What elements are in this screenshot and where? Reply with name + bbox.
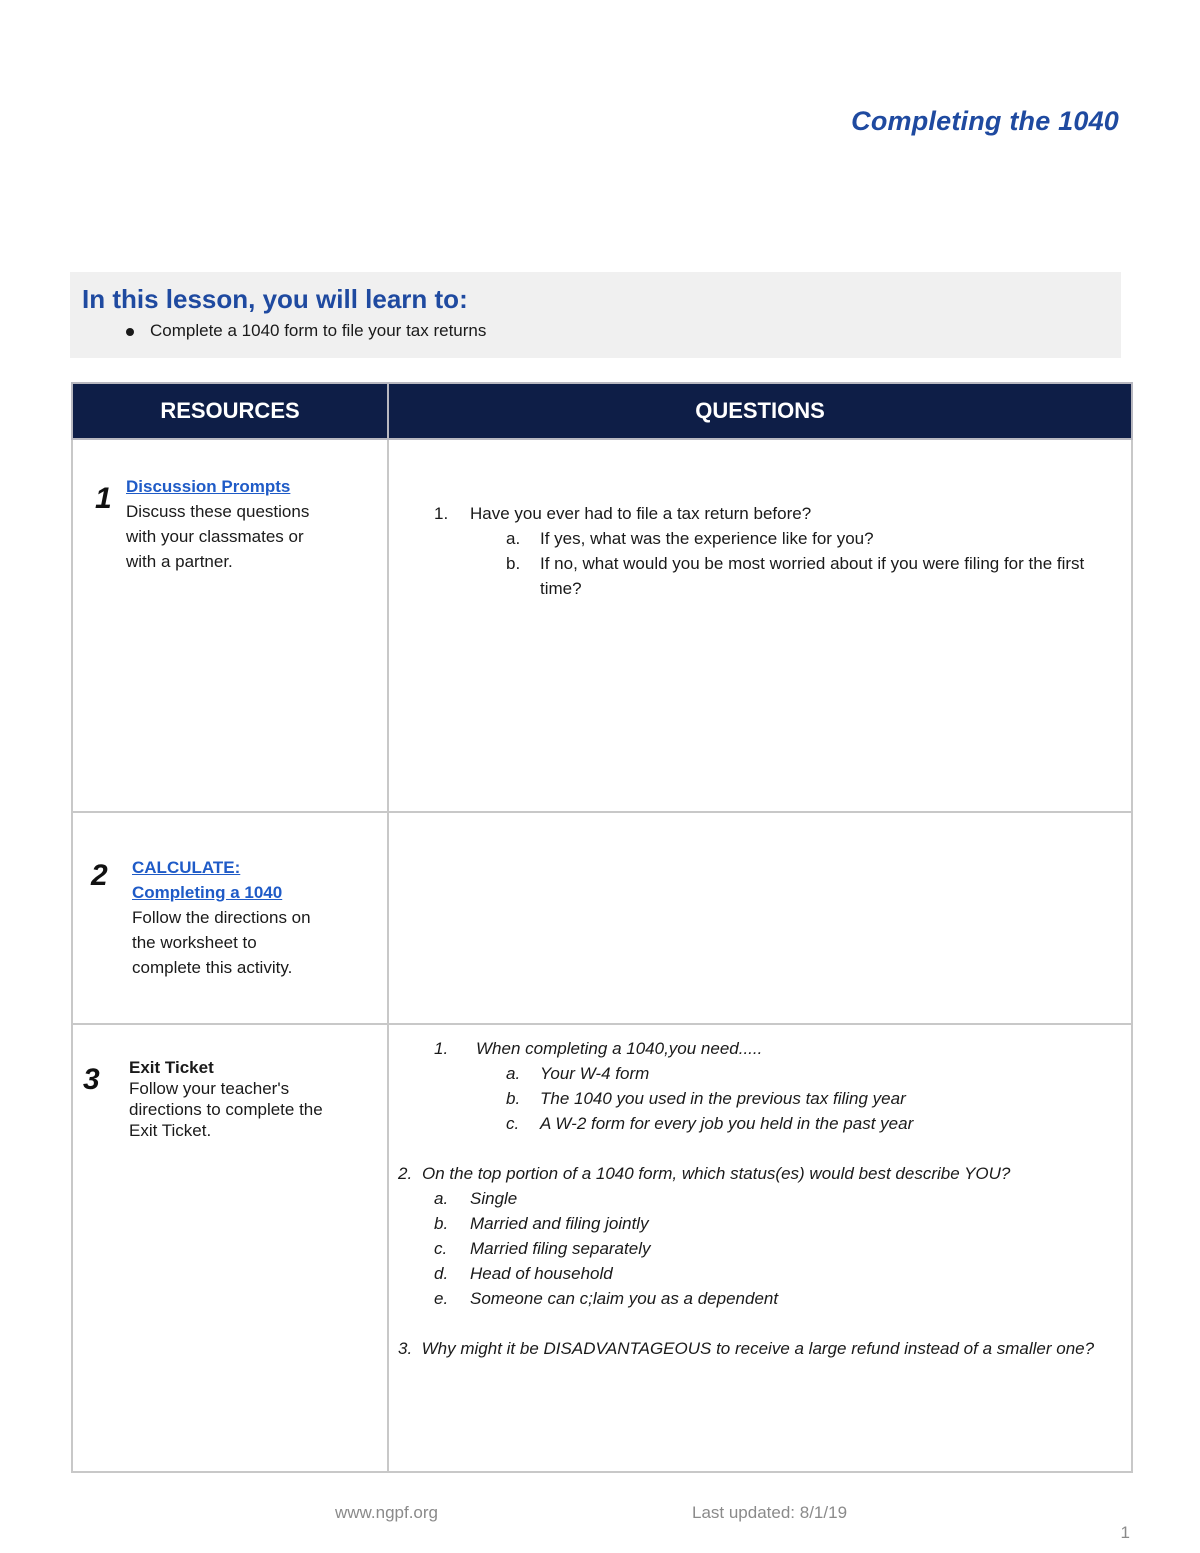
- question-item: [390, 1161, 1116, 1186]
- question-option: [390, 1111, 1116, 1136]
- option-letter: e.: [434, 1289, 449, 1308]
- question-option: [390, 1286, 1116, 1311]
- resource-cell-2: [72, 812, 388, 1024]
- resources-header: RESOURCES: [72, 383, 388, 439]
- option-letter: c.: [434, 1239, 448, 1258]
- option-letter: a.: [434, 1189, 449, 1208]
- completing-1040-link[interactable]: Completing a 1040: [132, 883, 283, 902]
- exit-ticket-questions: [390, 1026, 1130, 1361]
- questions-cell-1: [388, 439, 1132, 812]
- resource-cell-1: [72, 439, 388, 812]
- questions-header: QUESTIONS: [388, 383, 1132, 439]
- question-number: 3.: [398, 1339, 413, 1358]
- step-number-3: 3: [83, 1063, 100, 1096]
- option-letter: d.: [434, 1264, 449, 1283]
- option-text: Married filing separately: [470, 1239, 651, 1258]
- question-item: [390, 1336, 1116, 1361]
- option-text: The 1040 you used in the previous tax filing year: [540, 1089, 906, 1108]
- question-option: [390, 526, 1116, 551]
- resource-block-3: [129, 1057, 323, 1141]
- question-item: [390, 1036, 1116, 1061]
- calculate-link[interactable]: CALCULATE:: [132, 858, 241, 877]
- question-text: Have you ever had to file a tax return before?: [470, 504, 812, 523]
- question-option: [390, 551, 1116, 601]
- questions-cell-3: [388, 1024, 1132, 1472]
- question-item: [390, 501, 1116, 526]
- resource-text-line: Follow your teacher's: [129, 1079, 290, 1098]
- page-number: 1: [1120, 1523, 1130, 1542]
- option-text: Your W-4 form: [540, 1064, 650, 1083]
- resource-text-line: complete this activity.: [132, 958, 293, 977]
- resource-text-line: directions to complete the: [129, 1100, 323, 1119]
- resource-text-line: Follow the directions on: [132, 908, 311, 927]
- option-text: Single: [470, 1189, 518, 1208]
- option-text: If no, what would you be most worried about if you were filing for the first time?: [540, 554, 1085, 598]
- objectives-list: [82, 321, 1109, 341]
- resource-text-line: with a partner.: [126, 552, 233, 571]
- resource-cell-3: [72, 1024, 388, 1472]
- question-text: On the top portion of a 1040 form, which status(es) would best describe YOU?: [422, 1164, 1011, 1183]
- question-number: 1.: [434, 504, 449, 523]
- option-letter: b.: [506, 1089, 521, 1108]
- resource-text-line: with your classmates or: [126, 527, 304, 546]
- questions-cell-2: [388, 812, 1132, 1024]
- question-option: [390, 1236, 1116, 1261]
- question-option: [390, 1061, 1116, 1086]
- option-letter: a.: [506, 529, 521, 548]
- footer-website[interactable]: www.ngpf.org: [335, 1503, 438, 1522]
- option-text: Head of household: [470, 1264, 613, 1283]
- option-text: Someone can c;laim you as a dependent: [470, 1289, 779, 1308]
- discussion-prompts-link[interactable]: Discussion Prompts: [126, 477, 291, 496]
- exit-ticket-title: Exit Ticket: [129, 1058, 214, 1077]
- lesson-table: [71, 382, 1133, 1473]
- resource-text-line: the worksheet to: [132, 933, 257, 952]
- option-letter: c.: [506, 1114, 520, 1133]
- question-number: 2.: [398, 1164, 413, 1183]
- resource-text-line: Exit Ticket.: [129, 1121, 212, 1140]
- question-list-1: [390, 441, 1130, 601]
- question-text: Why might it be DISADVANTAGEOUS to receive a large refund instead of a smaller one?: [421, 1339, 1095, 1358]
- question-option: [390, 1211, 1116, 1236]
- question-option: [390, 1086, 1116, 1111]
- option-letter: b.: [434, 1214, 449, 1233]
- document-title: Completing the 1040: [851, 106, 1119, 136]
- option-text: If yes, what was the experience like for you?: [540, 529, 874, 548]
- question-number: 1.: [434, 1039, 449, 1058]
- step-number-2: 2: [91, 859, 108, 892]
- question-option: [390, 1261, 1116, 1286]
- resource-block-1: [126, 474, 309, 574]
- resource-block-2: [132, 855, 311, 980]
- objectives-heading: In this lesson, you will learn to:: [82, 284, 468, 314]
- option-text: Married and filing jointly: [470, 1214, 649, 1233]
- objective-item: Complete a 1040 form to file your tax returns: [120, 321, 1109, 341]
- lesson-objectives-box: [70, 272, 1121, 358]
- question-option: [390, 1186, 1116, 1211]
- option-letter: b.: [506, 554, 521, 573]
- option-letter: a.: [506, 1064, 521, 1083]
- resource-text-line: Discuss these questions: [126, 502, 310, 521]
- option-text: A W-2 form for every job you held in the past year: [540, 1114, 914, 1133]
- step-number-1: 1: [95, 482, 112, 515]
- footer-last-updated: Last updated: 8/1/19: [692, 1503, 848, 1522]
- question-text: When completing a 1040,you need.....: [476, 1039, 763, 1058]
